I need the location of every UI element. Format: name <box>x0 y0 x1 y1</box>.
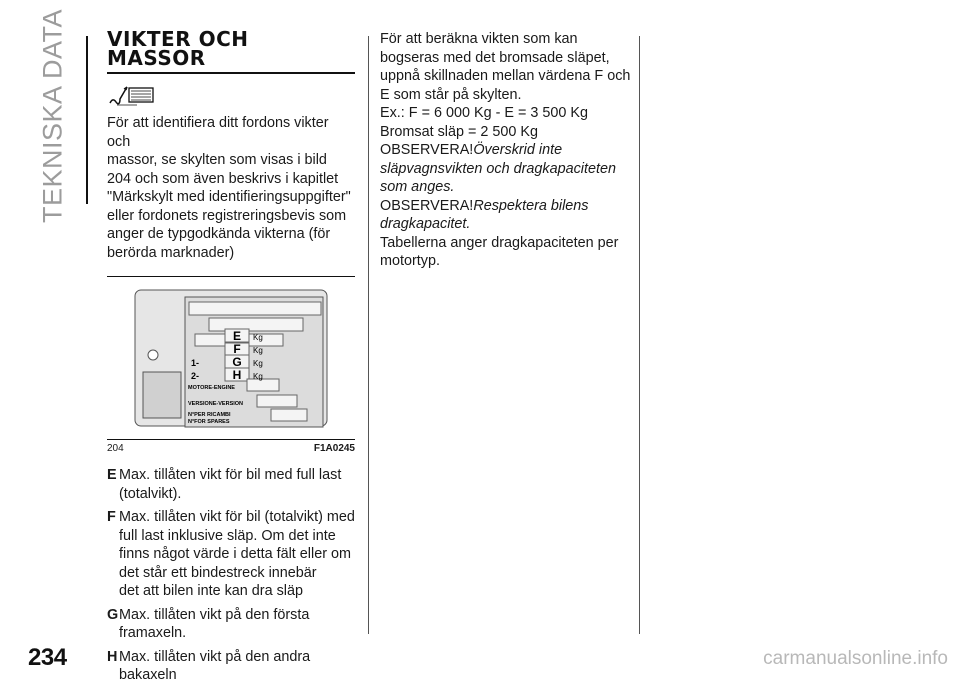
figure-code: F1A0245 <box>313 443 355 454</box>
plate-letter-h: H <box>232 368 242 382</box>
info-note-icon <box>107 84 355 108</box>
calc-paragraph-line: För att beräkna vikten som kan <box>380 31 578 47</box>
plate-text-engine: MOTORE-ENGINE <box>188 385 235 391</box>
identification-plate-figure <box>107 289 355 439</box>
tables-paragraph-line: motortyp. <box>380 253 440 269</box>
legend-item-e: E Max. tillåten vikt för bil med full last (totalvikt). <box>107 467 342 502</box>
calc-paragraph-line: bogseras med det bromsade släpet, <box>380 49 610 66</box>
note-2-line: dragkapacitet. <box>380 216 471 232</box>
figure-top-rule <box>107 276 355 277</box>
legend-item-g: G Max. tillåten vikt på den första framaxeln. <box>107 606 310 641</box>
column-divider <box>368 36 369 634</box>
plate-text-version: VERSIONE-VERSION <box>188 401 244 407</box>
example-line: Ex.: F = 6 000 Kg - E = 3 500 Kg <box>380 105 588 121</box>
plate-unit-e: Kg <box>253 333 263 342</box>
plate-unit-h: Kg <box>253 372 263 381</box>
page-number: 234 <box>28 644 67 671</box>
section-rule <box>86 36 88 204</box>
column-divider-right <box>639 36 640 634</box>
braked-trailer-line: Bromsat släp = 2 500 Kg <box>380 123 538 140</box>
section-side-title: TEKNISKA DATA <box>37 8 68 224</box>
figure-caption <box>107 439 355 454</box>
plate-row-label-2: 2- <box>191 371 200 381</box>
figure-legend <box>107 466 355 685</box>
calc-paragraph-line: E som står på skylten. <box>380 86 522 103</box>
column-2 <box>380 30 632 271</box>
plate-letter-g: G <box>232 355 242 369</box>
plate-unit-g: Kg <box>253 359 263 368</box>
plate-letter-e: E <box>232 329 242 343</box>
plate-letter-f: F <box>233 342 241 356</box>
calc-paragraph-line: uppnå skillnaden mellan värdena F och <box>380 68 631 84</box>
plate-unit-f: Kg <box>253 346 263 355</box>
tables-paragraph-line: Tabellerna anger dragkapaciteten per <box>380 234 619 251</box>
watermark: carmanualsonline.info <box>763 648 948 669</box>
identification-plate-drawing <box>107 289 355 439</box>
plate-row-label-1: 1- <box>191 358 200 368</box>
note-2: OBSERVERA!Respektera bilens <box>380 197 589 214</box>
note-1-line: släpvagnsvikten och dragkapaciteten <box>380 160 616 177</box>
legend-item-h: H Max. tillåten vikt på den andra bakaxeln <box>107 648 311 683</box>
figure-number: 204 <box>107 443 124 454</box>
legend-item-f: F Max. tillåten vikt för bil (totalvikt) med full last inklusive släp. Om det inte finns något värde i detta fält eller om det står ett bindestreck innebär det att bilen inte kan dra släp <box>107 509 355 599</box>
note-1-line: som anges. <box>380 179 455 195</box>
note-1: OBSERVERA!Överskrid inte <box>380 142 563 158</box>
plate-text-spares-it: N°PER RICAMBI <box>188 412 231 418</box>
intro-paragraph: För att identifiera ditt fordons vikter och massor, se skylten som visas i bild 204 och som även beskrivs i kapitlet "Märkskylt med identifieringsuppgifter" eller fordonets registreringsbevis som anger de typgodkända vikterna (för berörda marknader) <box>107 115 351 261</box>
section-heading: VIKTER OCH MASSOR <box>107 30 355 74</box>
column-1 <box>107 27 355 690</box>
plate-text-spares-en: N°FOR SPARES <box>188 419 230 425</box>
